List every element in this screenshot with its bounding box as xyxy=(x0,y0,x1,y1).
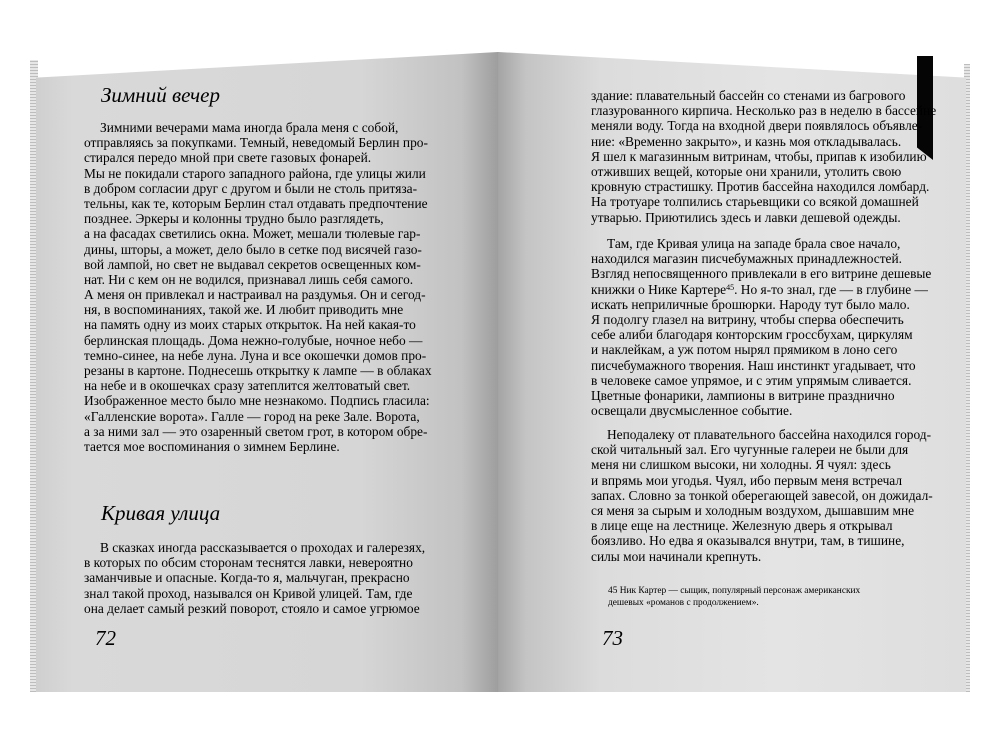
text-line: А меня он привлекал и настраивал на раздумья. Он и сегод- xyxy=(84,287,426,303)
text-line: темно-синее, на небе луна. Луна и все окошечки домов про- xyxy=(84,347,427,363)
text-line: позднее. Эркеры и колонны трудно было разглядеть, xyxy=(84,211,384,227)
page-number-right: 73 xyxy=(602,626,623,650)
text-line: себе алиби благодаря конторским гроссбухам, циркулям xyxy=(591,327,913,343)
text-line: писчебумажного творения. Наш инстинкт угадывает, что xyxy=(591,357,916,373)
text-line: на память одну из моих старых открыток. На ней какая-то xyxy=(84,317,416,333)
text-line: на небе и в окошечках сразу затеплится желтоватый свет. xyxy=(84,378,411,394)
text-line: а на фасадах светились окна. Может, мешали тюлевые гар- xyxy=(84,226,421,242)
text-line: освещали двусмысленное событие. xyxy=(591,403,793,419)
text-line: ской читальный зал. Его чугунные галереи не были для xyxy=(591,442,909,458)
text-line: Я подолгу глазел на витрину, чтобы сперва обеспечить xyxy=(591,311,904,327)
text-line: «Галленские ворота». Галле — город на реке Зале. Ворота, xyxy=(84,408,420,424)
page-number-left: 72 xyxy=(95,626,116,650)
text-line: меняли воду. Тогда на входной двери появлялось объявле- xyxy=(591,118,923,134)
text-line: тельны, как те, которым Берлин стал отдавать предпочтение xyxy=(84,195,428,211)
text-line: ня, в воспоминаниях, такой же. И любит приводить мне xyxy=(84,302,404,318)
text-line: знал такой проход, назывался он Кривой улицей. Там, где xyxy=(84,585,413,601)
text-line: в человеке самое упрямое, и с этим упрямым сливается. xyxy=(591,372,912,388)
text-line: кровную страстишку. Против бассейна находился ломбард. xyxy=(591,179,930,195)
text-line: Изображенное место было мне незнакомо. Подпись гласила: xyxy=(84,393,430,409)
text-line: меня ни слишком высоки, ни холодны. Я чуял: здесь xyxy=(591,457,891,473)
right-section3-text xyxy=(591,427,933,564)
text-line: В сказках иногда рассказывается о проходах и галерезях, xyxy=(100,540,426,555)
text-line: в лице еще на лестнице. Железную дверь я открывал xyxy=(591,518,893,534)
text-line: стирался передо мной при свете газовых фонарей. xyxy=(84,150,372,166)
text-line: отправляясь за покупками. Темный, неведомый Берлин про- xyxy=(84,135,428,151)
left-section1-text xyxy=(84,120,432,454)
right-section2-rest xyxy=(591,297,931,419)
text-line: резаны в картоне. Поднесешь открытку к лампе — в облаках xyxy=(84,363,432,378)
left-section2-text xyxy=(84,540,425,616)
footnote-reference: 45 xyxy=(726,282,735,292)
text-line: в которых по обсим сторонам теснятся лавки, невероятно xyxy=(84,555,413,571)
text-line: в добром согласии друг с другом и были не столь притяза- xyxy=(84,180,418,196)
text-line: На тротуаре толпились старьевщики со всякой домашней xyxy=(591,194,919,210)
text-line: Мы не покидали старого западного района, где улицы жили xyxy=(84,165,426,181)
text-line: нат. Ни с кем он не водился, признавал лишь себя самого. xyxy=(84,271,414,287)
text-line: боязливо. Но едва я оказывался внутри, там, в тишине, xyxy=(591,533,905,549)
text-line: Цветные фонарики, лампионы в витрине празднично xyxy=(591,387,895,403)
text-line: глазурованного кирпича. Несколько раз в неделю в бассейне xyxy=(591,103,937,119)
text-line: Там, где Кривая улица на западе брала свое начало, xyxy=(607,236,901,251)
text-line: тается мое воспоминания о зимнем Берлине. xyxy=(84,438,340,454)
text-line: ние: «Временно закрыто», и казнь моя откладывалась. xyxy=(591,133,902,149)
text-line: а за ними зал — это озаренный светом грот, в котором обре- xyxy=(84,423,428,439)
text-line: ся меня за сырым и холодным воздухом, дышавшим мне xyxy=(591,502,915,518)
right-section1-text xyxy=(591,88,936,225)
text-line: отживших вещей, которые они хранили, утолить свою xyxy=(591,163,902,179)
text-line: Взгляд непосвященного привлекали в его витрине дешевые xyxy=(591,266,932,282)
chapter-heading-winter-evening: Зимний вечер xyxy=(101,83,220,107)
text-line: вой лампой, но свет не выдавал секретов освещенных ком- xyxy=(84,256,421,272)
text-line: и наклейкам, а уж потом нырял прямиком в лоно сего xyxy=(591,342,898,358)
text-line: искать неприличные брошюрки. Народу тут было мало. xyxy=(591,296,910,312)
text-line: дешевых «романов с продолжением». xyxy=(608,597,759,608)
text-line: здание: плавательный бассейн со стенами из багрового xyxy=(591,88,906,103)
text-line-with-footnote xyxy=(591,282,931,297)
text-line: утварью. Приютились здесь и лавки дешевой одежды. xyxy=(591,209,901,225)
text-line: берлинская площадь. Дома нежно-голубые, ночное небо — xyxy=(84,332,423,348)
footnote xyxy=(608,586,860,609)
text-line: и впрямь мои угодья. Чуял, ибо первым меня встречал xyxy=(591,472,903,488)
text-line: Зимними вечерами мама иногда брала меня с собой, xyxy=(100,120,399,135)
text-line: запах. Словно за тонкой оберегающей завесой, он дожидал- xyxy=(591,487,933,503)
text-line: Неподалеку от плавательного бассейна находился город- xyxy=(607,427,932,442)
text-segment: книжки о Нике Картере xyxy=(591,281,727,297)
text-line: заманчивые и опасные. Когда-то я, мальчуган, прекрасно xyxy=(84,570,410,586)
text-segment: . Но я-то знал, где — в глубине — xyxy=(734,281,928,297)
right-section2-text xyxy=(591,236,931,418)
chapter-heading-crooked-street: Кривая улица xyxy=(101,501,221,525)
text-line: находился магазин писчебумажных принадлежностей. xyxy=(591,251,903,267)
text-line: дины, шторы, а может, дело было в сетке под висячей газо- xyxy=(84,241,422,257)
text-line: 45 Ник Картер — сыщик, популярный персонаж американских xyxy=(608,586,861,596)
text-line: силы мои начинали крепнуть. xyxy=(591,548,762,564)
text-line: она делает самый резкий поворот, стояло и самое угрюмое xyxy=(84,600,420,616)
text-line: Я шел к магазинным витринам, чтобы, припав к изобилию xyxy=(591,148,927,164)
